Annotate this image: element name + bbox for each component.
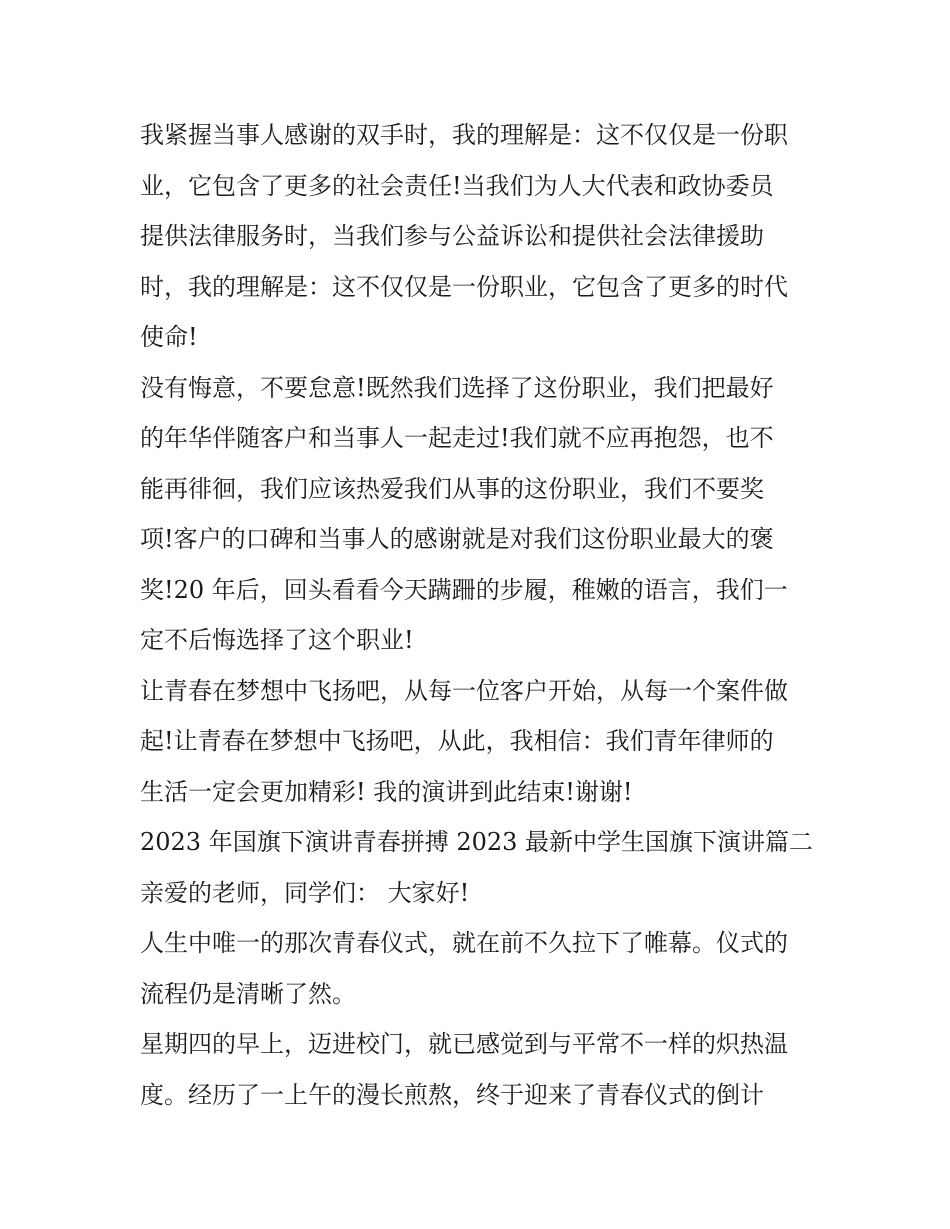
text-line: 星期四的早上，迈进校门，就已感觉到与平常不一样的炽热温 <box>140 1030 788 1058</box>
section-heading: 2023 年国旗下演讲青春拼搏 2023 最新中学生国旗下演讲篇二 <box>140 828 814 856</box>
text-line: 项!客户的口碑和当事人的感谢就是对我们这份职业最大的褒 <box>140 525 774 553</box>
text-line: 起!让青春在梦想中飞扬吧，从此，我相信：我们青年律师的 <box>140 727 774 755</box>
document-body <box>140 110 820 1120</box>
text-line: 没有悔意，不要怠意!既然我们选择了这份职业，我们把最好 <box>140 373 774 402</box>
text-line: 我紧握当事人感谢的双手时，我的理解是：这不仅仅是一份职 <box>140 121 788 149</box>
text-line: 能再徘徊，我们应该热爱我们从事的这份职业，我们不要奖 <box>140 474 764 503</box>
text-line: 时，我的理解是：这不仅仅是一份职业，它包含了更多的时代 <box>140 272 788 301</box>
text-line: 使命! <box>140 323 198 351</box>
text-line: 定不后悔选择了这个职业! <box>140 626 414 654</box>
text-line: 生活一定会更加精彩! 我的演讲到此结束!谢谢! <box>140 777 633 806</box>
text-line: 提供法律服务时，当我们参与公益诉讼和提供社会法律援助 <box>140 222 764 250</box>
text-line: 奖!20 年后，回头看看今天蹒跚的步履，稚嫩的语言，我们一 <box>140 575 788 604</box>
text-line: 让青春在梦想中飞扬吧，从每一位客户开始，从每一个案件做 <box>140 676 788 705</box>
text-line: 业，它包含了更多的社会责任!当我们为人大代表和政协委员 <box>140 171 774 200</box>
text-line: 流程仍是清晰了然。 <box>140 979 356 1008</box>
text-line: 度。经历了一上午的漫长煎熬，终于迎来了青春仪式的倒计 <box>140 1080 764 1109</box>
text-line: 的年华伴随客户和当事人一起走过!我们就不应再抱怨，也不 <box>140 424 774 452</box>
text-line: 人生中唯一的那次青春仪式，就在前不久拉下了帷幕。仪式的 <box>140 929 788 957</box>
salutation: 亲爱的老师，同学们： 大家好! <box>140 878 470 907</box>
